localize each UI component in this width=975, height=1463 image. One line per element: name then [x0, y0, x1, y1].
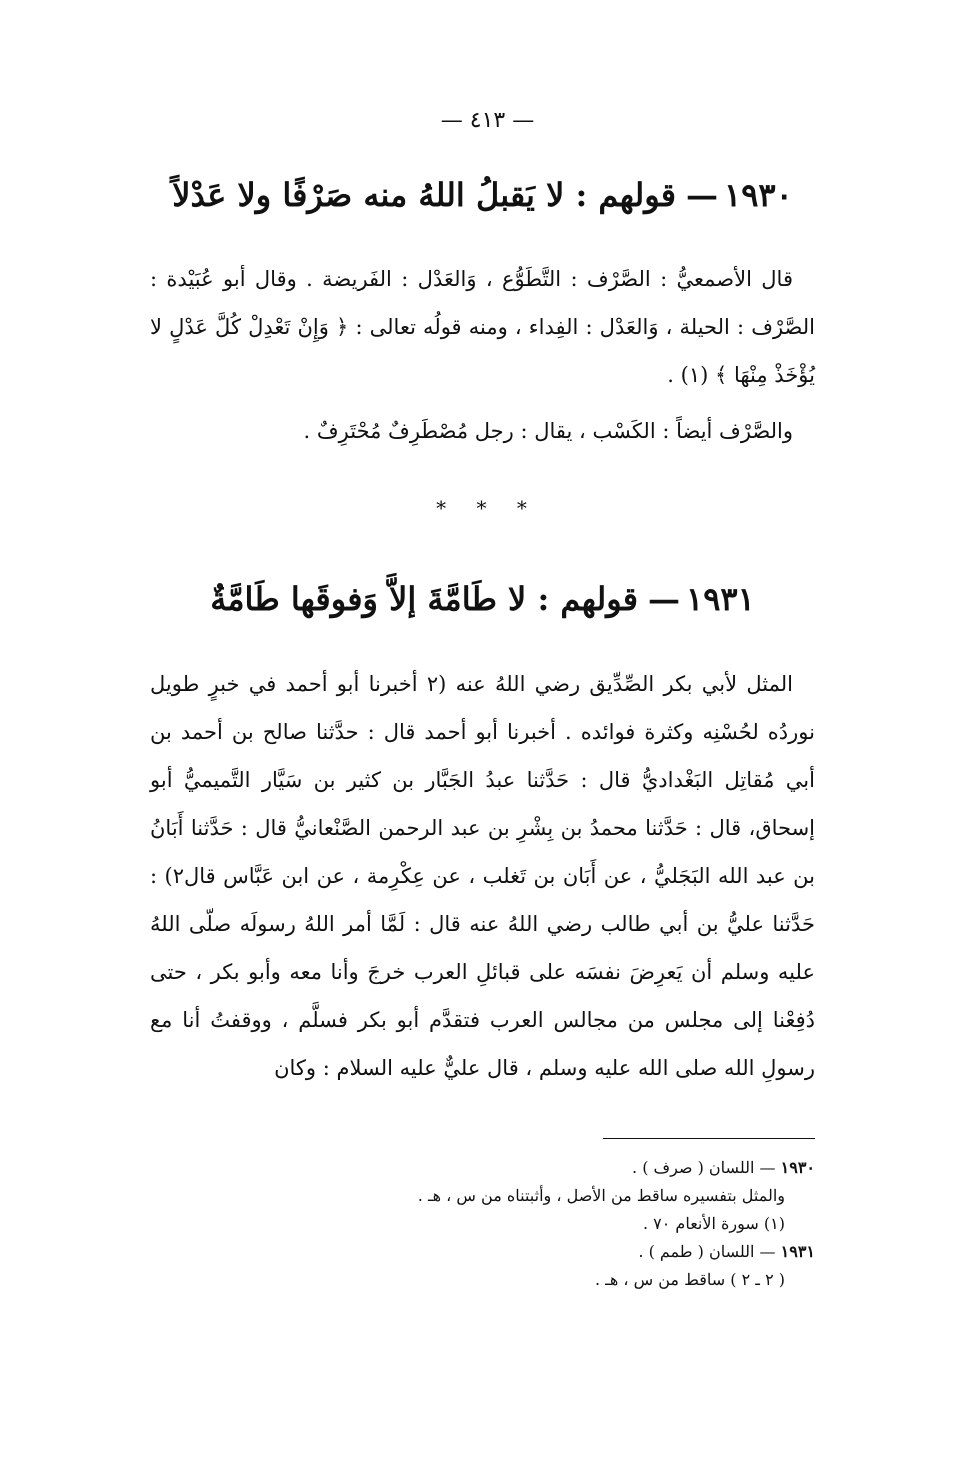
footnote-text: — اللسان ( صرف ) . [632, 1158, 781, 1177]
entry-dash: — [686, 176, 719, 214]
entry-heading-text: قولهم : لا طَامَّةَ إلاَّ وَفوقَها طَامَّةٌ [210, 580, 639, 618]
entry-1930-paragraph-1: قال الأصمعيُّ : الصَّرْف : التَّطَوُّع ، وَالعَدْل : الفَريضة . وقال أبو عُبَيْدة : الصَّرْف : الحيلة ، وَالعَدْل : الفِداء ، ومنه قولُه تعالى : ﴿ وَإِنْ تَعْدِلْ كُلَّ عَدْلٍ لا يُؤْخَذْ مِنْهَا ﴾ (١) . [150, 267, 815, 387]
footnote-line [150, 1182, 815, 1210]
entry-heading-text: قولهم : لا يَقبلُ اللهُ منه صَرْفًا ولا عَدْلاً [172, 176, 677, 214]
footnote-divider [603, 1138, 815, 1139]
footnotes [150, 1154, 815, 1294]
entry-1931-paragraph: المثل لأبي بكر الصِّدِّيق رضي اللهُ عنه (٢ أخبرنا أبو أحمد في خبرٍ طويل نوردُه لحُسْنِه وكثرة فوائده . أخبرنا أبو أحمد قال : حدَّثنا صالح بن أحمد بن أبي مُقاتِل البَغْداديُّ قال : حَدَّثنا عبدُ الجَبَّار بن كثير بن سَيَّار التَّميميُّ أبو إسحاق، قال : حَدَّثنا محمدُ بن بِشْرِ بن عبد الرحمن الصَّنْعانيُّ قال : حَدَّثنا أَبَانُ بن عبد الله البَجَليُّ ، عن أَبَان بن تَغلب ، عن عِكْرِمة ، عن ابن عَبَّاس قال٢) : حَدَّثنا عليُّ بن أبي طالب رضي اللهُ عنه قال : لَمَّا أمر اللهُ رسولَه صلّى اللهُ عليه وسلم أن يَعرِضَ نفسَه على قبائلِ العرب خرجَ وأنا معه وأبو بكر ، حتى دُفِعْنا إلى مجلس من مجالس العرب فتقدَّم أبو بكر فسلَّم ، ووقفتُ أنا مع رسولِ الله صلى الله عليه وسلم ، قال عليٌّ عليه السلام : وكان [150, 672, 815, 1080]
footnote-text: ( ٢ ـ ٢ ) ساقط من س ، هـ . [595, 1270, 785, 1289]
entry-number: ١٩٣١ [686, 580, 755, 618]
footnote-line [150, 1266, 815, 1294]
footnote-line [150, 1238, 815, 1266]
footnote-text: — اللسان ( طمم ) . [638, 1242, 781, 1261]
page-number: — ٤١٣ — [440, 108, 535, 133]
footnote-line [150, 1210, 815, 1238]
footnote-lead: ١٩٣١ [780, 1242, 815, 1261]
entry-dash: — [648, 580, 681, 618]
entry-title-1931 [150, 580, 815, 618]
entry-1930-paragraph-2: والصَّرْف أيضاً : الكَسْب ، يقال : رجل مُصْطَرِفٌ مُحْتَرِفٌ . [303, 419, 793, 443]
entry-number: ١٩٣٠ [724, 176, 793, 214]
footnote-text: (١) سورة الأنعام ٧٠ . [642, 1214, 785, 1233]
footnote-text: والمثل بتفسيره ساقط من الأصل ، وأثبتناه من س ، هـ . [417, 1186, 785, 1205]
footnote-line [150, 1154, 815, 1182]
footnote-lead: ١٩٣٠ [780, 1158, 815, 1177]
section-separator: * * * [436, 496, 539, 520]
entry-title-1930 [150, 176, 815, 214]
